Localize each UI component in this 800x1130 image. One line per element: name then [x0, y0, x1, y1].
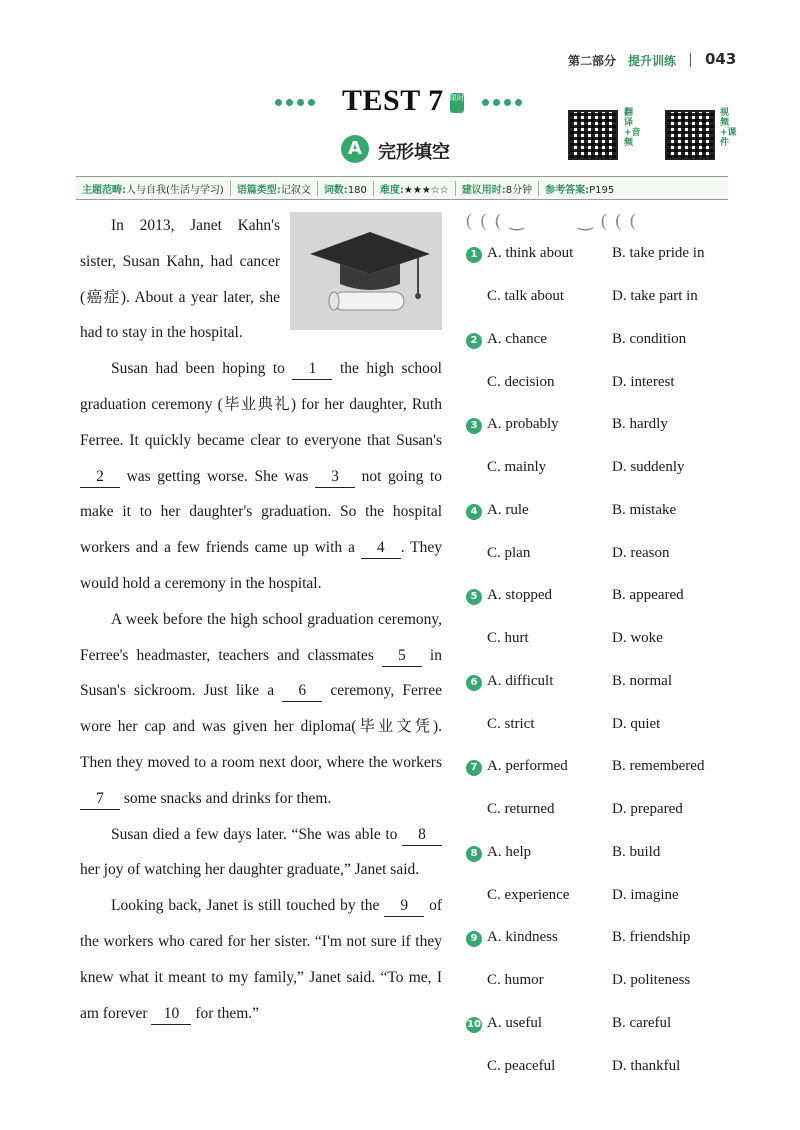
info-theme: 主题范畴:人与自我(生活与学习) — [76, 181, 231, 196]
header-section: 提升训练 — [628, 54, 677, 68]
option-10-c[interactable]: C. peaceful — [487, 1058, 556, 1074]
option-3-a[interactable]: A. probably — [487, 416, 559, 432]
option-1-d[interactable]: D. take part in — [612, 288, 698, 304]
question-number-10: 10 — [466, 1017, 482, 1033]
title-dots-right — [482, 99, 522, 106]
option-9-c[interactable]: C. humor — [487, 972, 544, 988]
header-divider — [690, 53, 691, 67]
option-5-c[interactable]: C. hurt — [487, 630, 529, 646]
blank-10[interactable]: 10 — [151, 1004, 191, 1025]
option-5-b[interactable]: B. appeared — [612, 587, 684, 603]
paragraph-2: Susan had been hoping to 1 the high school graduation ceremony (毕业典礼) for her daughter, Ruth Ferree. It quickly became clear to everyone that Susan's 2 was getting worse. She was 3 not going to make it to her daughter's graduation. So the hospital workers and a few friends came up with a 4 . They would hold a ceremony in the hospital. — [80, 360, 442, 592]
option-9-d[interactable]: D. politeness — [612, 972, 691, 988]
blank-1[interactable]: 1 — [292, 359, 332, 380]
paragraph-3: A week before the high school graduation ceremony, Ferree's headmaster, teachers and classmates 5 in Susan's sickroom. Just like a 6 ceremony, Ferree wore her cap and was given her diploma(毕业文凭). Then they moved to a room next door, where the workers 7 some snacks and drinks for them. — [80, 602, 442, 817]
question-number-9: 9 — [466, 931, 482, 947]
paragraph-4: Susan died a few days later. “She was able to 8 her joy of watching her daughter graduate,” Janet said. — [80, 817, 442, 889]
qr-code-icon[interactable] — [665, 110, 715, 160]
section-badge: A — [341, 135, 369, 163]
option-2-c[interactable]: C. decision — [487, 374, 555, 390]
question-number-5: 5 — [466, 589, 482, 605]
option-4-d[interactable]: D. reason — [612, 545, 670, 561]
passage — [80, 208, 442, 1031]
option-8-a[interactable]: A. help — [487, 844, 532, 860]
info-text-type: 语篇类型:记叙文 — [231, 181, 318, 196]
info-time: 建议用时:8分钟 — [456, 181, 539, 196]
option-6-a[interactable]: A. difficult — [487, 673, 554, 689]
option-9-a[interactable]: A. kindness — [487, 929, 558, 945]
option-8-d[interactable]: D. imagine — [612, 887, 679, 903]
question-number-3: 3 — [466, 418, 482, 434]
info-bar — [76, 176, 728, 200]
qr-code-icon[interactable] — [568, 110, 618, 160]
option-7-d[interactable]: D. prepared — [612, 801, 683, 817]
test-tag: 限时 — [450, 93, 464, 113]
blank-8[interactable]: 8 — [402, 825, 442, 846]
option-6-d[interactable]: D. quiet — [612, 716, 661, 732]
option-7-a[interactable]: A. performed — [487, 758, 568, 774]
option-4-c[interactable]: C. plan — [487, 545, 531, 561]
option-3-c[interactable]: C. mainly — [487, 459, 547, 475]
option-8-c[interactable]: C. experience — [487, 887, 570, 903]
blank-5[interactable]: 5 — [382, 646, 422, 667]
option-10-b[interactable]: B. careful — [612, 1015, 672, 1031]
option-6-b[interactable]: B. normal — [612, 673, 672, 689]
paragraph-1: In 2013, Janet Kahn's sister, Susan Kahn, had cancer (癌症). About a year later, she had to stay in the hospital. — [80, 217, 280, 342]
info-answer: 参考答案:P195 — [545, 184, 615, 196]
option-3-d[interactable]: D. suddenly — [612, 459, 685, 475]
blank-7[interactable]: 7 — [80, 789, 120, 810]
blank-6[interactable]: 6 — [282, 681, 322, 702]
option-1-b[interactable]: B. take pride in — [612, 245, 705, 261]
option-7-c[interactable]: C. returned — [487, 801, 555, 817]
paragraph-5: Looking back, Janet is still touched by the 9 of the workers who cared for her sister. “I'm not sure if they knew what it meant to my family,” Janet said. “To me, I am forever 10 for them.” — [80, 888, 442, 1031]
option-2-b[interactable]: B. condition — [612, 331, 687, 347]
section-title: 完形填空 — [378, 142, 450, 163]
option-3-b[interactable]: B. hardly — [612, 416, 668, 432]
question-number-6: 6 — [466, 675, 482, 691]
question-number-4: 4 — [466, 504, 482, 520]
option-10-a[interactable]: A. useful — [487, 1015, 542, 1031]
header-part: 第二部分 — [568, 54, 617, 68]
decorative-marks: ( ( ( ‿ ‿ ( ( ( — [466, 210, 638, 230]
option-5-d[interactable]: D. woke — [612, 630, 663, 646]
qr-label-2: 视频+课件 — [720, 108, 737, 148]
title-dots-left — [275, 99, 315, 106]
option-1-c[interactable]: C. talk about — [487, 288, 565, 304]
option-9-b[interactable]: B. friendship — [612, 929, 691, 945]
info-word-count: 词数:180 — [318, 181, 374, 196]
page-number: 043 — [705, 50, 737, 68]
blank-3[interactable]: 3 — [315, 467, 355, 488]
option-7-b[interactable]: B. remembered — [612, 758, 705, 774]
question-number-7: 7 — [466, 760, 482, 776]
option-6-c[interactable]: C. strict — [487, 716, 535, 732]
option-2-a[interactable]: A. chance — [487, 331, 547, 347]
question-number-1: 1 — [466, 247, 482, 263]
question-number-2: 2 — [466, 333, 482, 349]
option-4-b[interactable]: B. mistake — [612, 502, 677, 518]
blank-4[interactable]: 4 — [361, 538, 401, 559]
blank-2[interactable]: 2 — [80, 467, 120, 488]
option-2-d[interactable]: D. interest — [612, 374, 675, 390]
qr-label-1: 翻译+音频 — [624, 108, 641, 148]
option-5-a[interactable]: A. stopped — [487, 587, 552, 603]
test-title: TEST 7 — [342, 84, 444, 117]
graduation-cap-diploma-image — [290, 212, 442, 330]
question-number-8: 8 — [466, 846, 482, 862]
option-8-b[interactable]: B. build — [612, 844, 661, 860]
blank-9[interactable]: 9 — [384, 896, 424, 917]
option-10-d[interactable]: D. thankful — [612, 1058, 681, 1074]
option-1-a[interactable]: A. think about — [487, 245, 574, 261]
info-difficulty: 难度:★★★☆☆ — [374, 181, 456, 196]
option-4-a[interactable]: A. rule — [487, 502, 529, 518]
